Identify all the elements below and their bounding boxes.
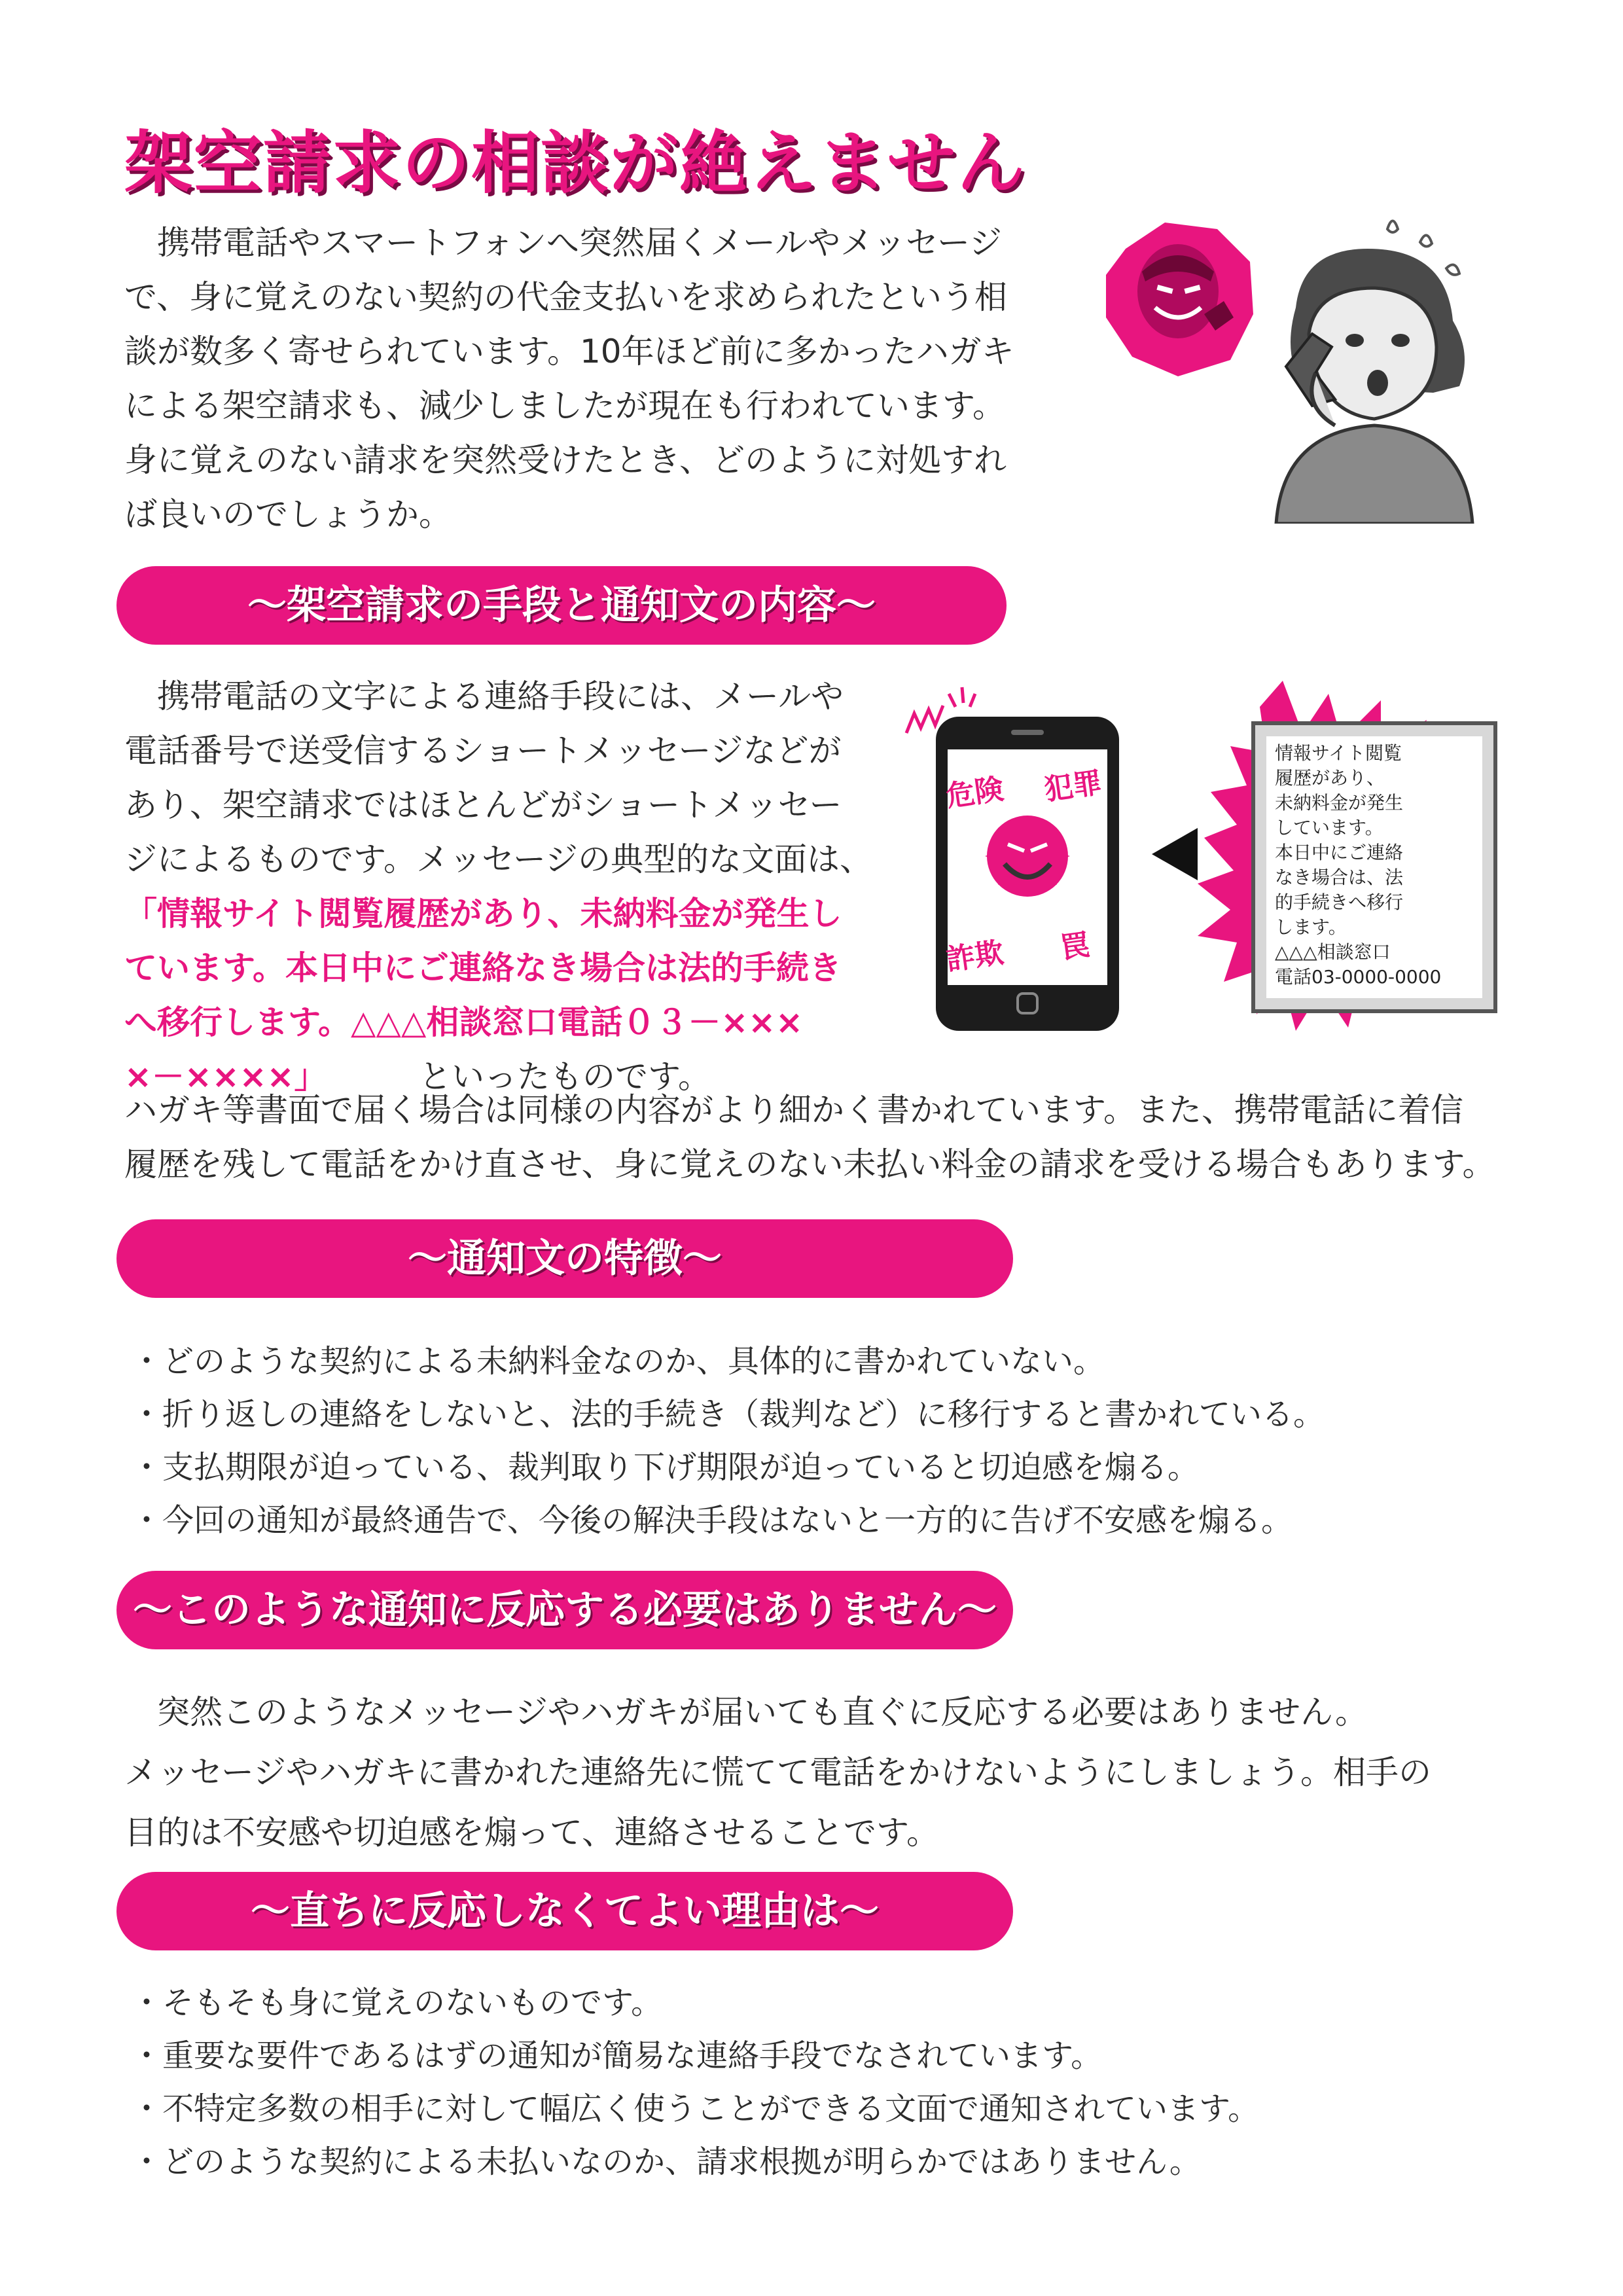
page-title: 架空請求の相談が絶えません bbox=[124, 123, 1027, 203]
no-need-paragraph: 突然このようなメッセージやハガキが届いても直ぐに反応する必要はありません。 メッセージやハガキに書かれた連絡先に慌てて電話をかけないようにしましょう。相手の 目的は不安感や切迫感を煽って、連絡させることです。 bbox=[124, 1693, 1431, 1852]
reasons-list bbox=[131, 1977, 1259, 2189]
list-item: ・折り返しの連絡をしないと、法的手続き（裁判など）に移行すると書かれている。 bbox=[131, 1396, 1325, 1433]
list-item: ・不特定多数の相手に対して幅広く使うことができる文面で通知されています。 bbox=[131, 2090, 1260, 2127]
features-list bbox=[131, 1335, 1325, 1547]
phone-word-danger: 危険 bbox=[944, 772, 1006, 814]
list-item: ・重要な要件であるはずの通知が簡易な連絡手段でなされています。 bbox=[131, 2037, 1103, 2074]
means-quote-tail: といったものです。 bbox=[419, 1058, 711, 1096]
phone-word-fraud: 詐欺 bbox=[944, 936, 1006, 977]
list-item: ・今回の通知が最終通告で、今後の解決手段はないと一方的に告げ不安感を煽る。 bbox=[131, 1502, 1293, 1539]
arrow-icon bbox=[1152, 828, 1198, 880]
intro-paragraph: 携帯電話やスマートフォンへ突然届くメールやメッセージ で、身に覚えのない契約の代金支払いを求められたという相 談が数多く寄せられています。10年ほど前に多かったハガキ による架空請求も、減少しましたが現在も行われています。 身に覚えのない請求を突然受けたとき、どのように対処すれ ば良いのでしょうか。 bbox=[124, 224, 1014, 533]
scam-call-illustration bbox=[1080, 209, 1479, 524]
phone-word-crime: 犯罪 bbox=[1042, 766, 1104, 807]
list-item: ・そもそも身に覚えのないものです。 bbox=[131, 1984, 663, 2021]
section-heading-no-need: ～このような通知に反応する必要はありません～ bbox=[116, 1571, 1013, 1649]
typical-message-quote: 「情報サイト閲覧履歴があり、未納料金が発生し ています。本日中にご連絡なき場合は法的手続き へ移行します。△△△相談窓口電話０３－××× ×－××××」 bbox=[124, 895, 842, 1096]
list-item: ・どのような契約による未納料金なのか、具体的に書かれていない。 bbox=[131, 1343, 1105, 1380]
phone-illustration bbox=[897, 681, 1551, 1034]
list-item: ・どのような契約による未払いなのか、請求根拠が明らかではありません。 bbox=[131, 2144, 1201, 2180]
alert-zigzag-icon bbox=[906, 706, 943, 733]
section-heading-reasons: ～直ちに反応しなくてよい理由は～ bbox=[116, 1872, 1013, 1950]
section-heading-means: ～架空請求の手段と通知文の内容～ bbox=[116, 566, 1007, 645]
phone-word-trap: 罠 bbox=[1058, 928, 1092, 965]
means-paragraph-2: ハガキ等書面で届く場合は同様の内容がより細かく書かれています。また、携帯電話に着信 履歴を残して電話をかけ直させ、身に覚えのない未払い料金の請求を受ける場合もあります。 bbox=[124, 1091, 1495, 1183]
list-item: ・支払期限が迫っている、裁判取り下げ期限が迫っていると切迫感を煽る。 bbox=[131, 1449, 1200, 1486]
means-paragraph: 携帯電話の文字による連絡手段には、メールや 電話番号で送受信するショートメッセージなどが あり、架空請求ではほとんどがショートメッセー ジによるものです。メッセージの典型的な文面は、 bbox=[124, 677, 872, 878]
section-heading-features: ～通知文の特徴～ bbox=[116, 1219, 1013, 1298]
sms-notice-text: 情報サイト閲覧 履歴があり、 未納料金が発生 しています。 本日中にご連絡 なき場合は、法 的手続きへ移行 します。 △△△相談窓口 電話03-0000-0000 bbox=[1275, 742, 1442, 988]
